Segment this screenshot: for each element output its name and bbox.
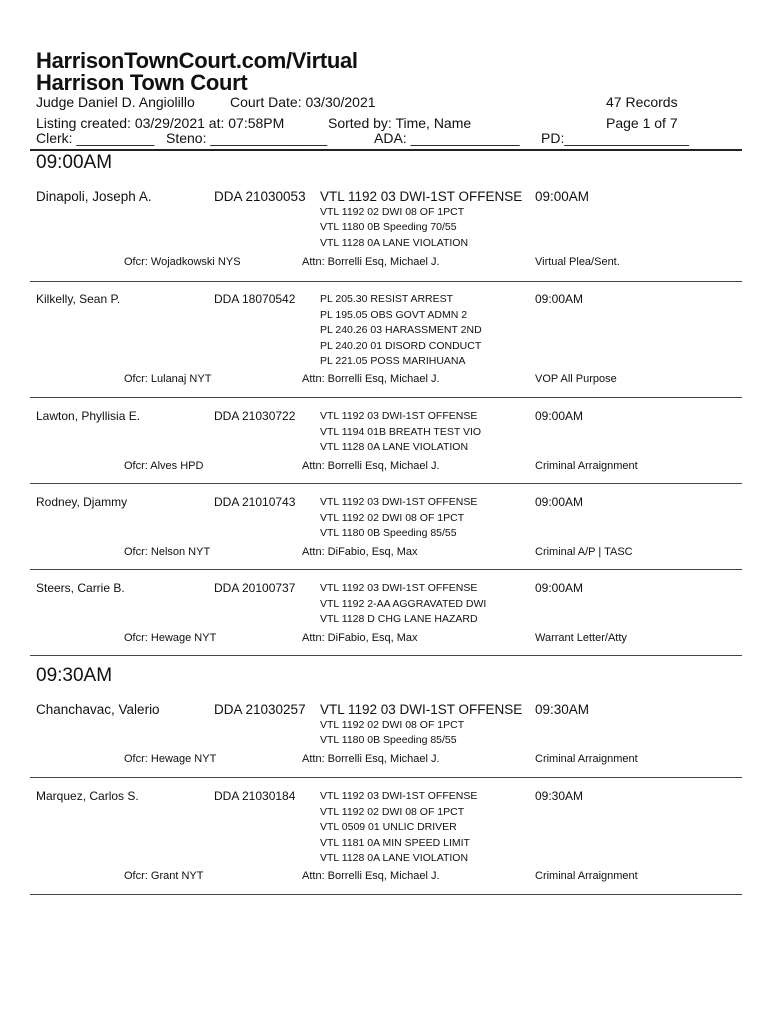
case-time: 09:00AM [535, 189, 590, 204]
charge: VTL 1128 0A LANE VIOLATION [320, 852, 469, 865]
charge: VTL 1181 0A MIN SPEED LIMIT [320, 836, 470, 849]
charge: VTL 1192 03 DWI-1ST OFFENSE [320, 410, 478, 422]
row-divider [30, 777, 742, 778]
officer: Ofcr: Wojadkowski NYS [124, 256, 241, 268]
time-slot-heading: 09:00AM [36, 152, 113, 173]
charge: VTL 1192 02 DWI 08 OF 1PCT [320, 718, 465, 731]
docket-number: DDA 21010743 [214, 495, 296, 509]
charge: VTL 1194 01B BREATH TEST VIO [320, 425, 482, 438]
charge: VTL 1192 03 DWI-1ST OFFENSE [320, 790, 478, 802]
charge: VTL 1192 03 DWI-1ST OFFENSE [320, 702, 523, 717]
case-time: 09:30AM [535, 789, 584, 803]
charges-list [320, 702, 522, 749]
ada-field: ADA: ______________ [374, 130, 520, 146]
charges-list [320, 409, 481, 456]
attorney: Attn: DiFabio, Esq, Max [302, 546, 418, 558]
steno-field: Steno: _______________ [166, 130, 328, 146]
clerk-field: Clerk: __________ [36, 130, 155, 146]
case-time: 09:00AM [535, 292, 584, 306]
charge: VTL 1128 0A LANE VIOLATION [320, 236, 469, 249]
charge: VTL 1180 0B Speeding 85/55 [320, 527, 457, 540]
defendant-name: Chanchavac, Valerio [36, 702, 160, 717]
charge: VTL 1128 0A LANE VIOLATION [320, 441, 469, 454]
case-status: Criminal A/P | TASC [535, 546, 633, 558]
charge: VTL 1192 02 DWI 08 OF 1PCT [320, 205, 465, 218]
case-time: 09:00AM [535, 581, 584, 595]
charge: VTL 1128 D CHG LANE HAZARD [320, 613, 478, 626]
charges-list [320, 581, 486, 628]
defendant-name: Steers, Carrie B. [36, 581, 125, 595]
listing-created: Listing created: 03/29/2021 at: 07:58PM [36, 115, 285, 131]
judge-name: Judge Daniel D. Angiolillo [36, 94, 195, 110]
attorney: Attn: Borrelli Esq, Michael J. [302, 870, 440, 882]
court-date: Court Date: 03/30/2021 [230, 94, 376, 110]
attorney: Attn: DiFabio, Esq, Max [302, 632, 418, 644]
page-number: Page 1 of 7 [606, 115, 678, 131]
attorney: Attn: Borrelli Esq, Michael J. [302, 373, 440, 385]
row-divider [30, 894, 742, 895]
case-status: Virtual Plea/Sent. [535, 256, 620, 268]
officer: Ofcr: Hewage NYT [124, 753, 217, 765]
officer: Ofcr: Lulanaj NYT [124, 373, 212, 385]
charges-list [320, 189, 522, 251]
header-divider [30, 149, 742, 151]
row-divider [30, 569, 742, 570]
case-status: Criminal Arraignment [535, 460, 638, 472]
time-slot-heading: 09:30AM [36, 665, 113, 686]
charge: PL 205.30 RESIST ARREST [320, 293, 454, 305]
defendant-name: Marquez, Carlos S. [36, 789, 139, 803]
docket-number: DDA 21030053 [214, 189, 306, 204]
attorney: Attn: Borrelli Esq, Michael J. [302, 753, 440, 765]
charge: VTL 1192 03 DWI-1ST OFFENSE [320, 496, 478, 508]
docket-number: DDA 21030184 [214, 789, 296, 803]
sorted-by: Sorted by: Time, Name [328, 115, 472, 131]
charge: VTL 1192 03 DWI-1ST OFFENSE [320, 189, 523, 204]
charges-list [320, 495, 477, 542]
case-status: Criminal Arraignment [535, 870, 638, 882]
charge: VTL 1192 03 DWI-1ST OFFENSE [320, 582, 478, 594]
case-status: Criminal Arraignment [535, 753, 638, 765]
charges-list [320, 789, 477, 867]
charge: VTL 1180 0B Speeding 85/55 [320, 734, 457, 747]
charge: VTL 1180 0B Speeding 70/55 [320, 221, 457, 234]
charge: VTL 1192 02 DWI 08 OF 1PCT [320, 805, 465, 818]
docket-number: DDA 18070542 [214, 292, 296, 306]
charge: PL 240.26 03 HARASSMENT 2ND [320, 324, 482, 337]
pd-field: PD:________________ [541, 130, 689, 146]
officer: Ofcr: Alves HPD [124, 460, 204, 472]
case-time: 09:00AM [535, 409, 584, 423]
officer: Ofcr: Grant NYT [124, 870, 204, 882]
case-time: 09:00AM [535, 495, 584, 509]
defendant-name: Dinapoli, Joseph A. [36, 189, 152, 204]
row-divider [30, 655, 742, 656]
charge: VTL 1192 2-AA AGGRAVATED DWI [320, 597, 487, 610]
row-divider [30, 483, 742, 484]
docket-number: DDA 20100737 [214, 581, 296, 595]
charge: VTL 0509 01 UNLIC DRIVER [320, 821, 457, 834]
docket-number: DDA 21030257 [214, 702, 306, 717]
charge: PL 195.05 OBS GOVT ADMN 2 [320, 308, 468, 321]
row-divider [30, 397, 742, 398]
court-name: Harrison Town Court [36, 70, 248, 95]
charge: PL 221.05 POSS MARIHUANA [320, 355, 466, 368]
attorney: Attn: Borrelli Esq, Michael J. [302, 256, 440, 268]
officer: Ofcr: Hewage NYT [124, 632, 217, 644]
charge: VTL 1192 02 DWI 08 OF 1PCT [320, 511, 465, 524]
docket-number: DDA 21030722 [214, 409, 296, 423]
records-count: 47 Records [606, 94, 678, 110]
charge: PL 240.20 01 DISORD CONDUCT [320, 339, 482, 352]
attorney: Attn: Borrelli Esq, Michael J. [302, 460, 440, 472]
charges-list [320, 292, 482, 370]
defendant-name: Kilkelly, Sean P. [36, 292, 121, 306]
officer: Ofcr: Nelson NYT [124, 546, 211, 558]
defendant-name: Lawton, Phyllisia E. [36, 409, 141, 423]
row-divider [30, 281, 742, 282]
case-status: Warrant Letter/Atty [535, 632, 627, 644]
site-title: HarrisonTownCourt.com/Virtual [36, 48, 358, 73]
defendant-name: Rodney, Djammy [36, 495, 128, 509]
case-status: VOP All Purpose [535, 373, 617, 385]
case-time: 09:30AM [535, 702, 590, 717]
